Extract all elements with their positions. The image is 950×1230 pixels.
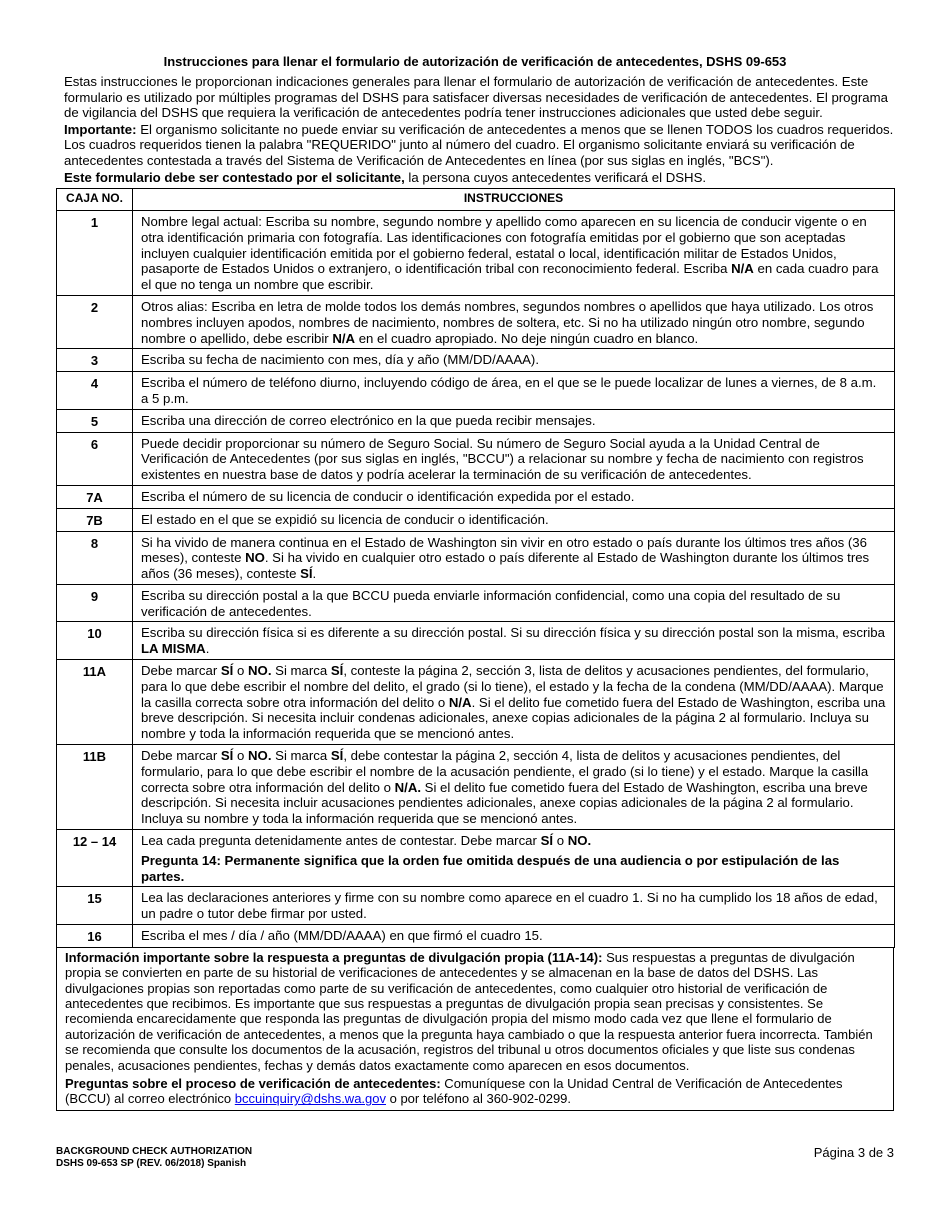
instruction-line <box>141 890 886 922</box>
box-number: 12 – 14 <box>57 830 133 887</box>
email-link[interactable]: bccuinquiry@dshs.wa.gov <box>234 1091 386 1107</box>
bold-segment: SÍ <box>330 748 344 764</box>
important-text: El organismo solicitante no puede enviar su verificación de antecedentes a menos que se llenen TODOS los cuadros requeridos. Los cuadros requeridos tienen la palabra "REQUERIDO" junto al número del cuadro. El organismo solicitante enviará su verificación de antecedentes contestada a través del Sistema de Verificación de Antecedentes en línea (por sus siglas en inglés, "BCS"). <box>64 121 894 168</box>
table-row <box>57 660 895 745</box>
box-number: 3 <box>57 349 133 372</box>
instruction-text <box>133 830 895 887</box>
text-segment: Debe marcar <box>141 748 221 764</box>
text-segment: Escriba una dirección de correo electrónico en la que pueda recibir mensajes. <box>141 412 596 428</box>
instruction-text <box>133 925 895 948</box>
box-number: 9 <box>57 584 133 622</box>
self-disclosure-label: Información importante sobre la respuesta a preguntas de divulgación propia (11A-14): <box>65 949 603 965</box>
questions-text: Comuníquese con la Unidad Central de Verificación de Antecedentes (BCCU) al correo electrónico <box>65 1076 843 1107</box>
box-number: 11A <box>57 660 133 745</box>
table-row <box>57 531 895 584</box>
text-segment: Escriba el número de teléfono diurno, incluyendo código de área, en el que se le puede localizar de lunes a viernes, de 8 a.m. a 5 p.m. <box>141 375 877 406</box>
instruction-line <box>141 928 886 944</box>
table-row <box>57 432 895 485</box>
text-segment: Escriba su dirección postal a la que BCCU pueda enviarle información confidencial, como una copia del resultado de su verificación de antecedentes. <box>141 587 841 619</box>
bold-segment: N/A <box>332 330 356 346</box>
bold-segment: NO. <box>248 748 272 764</box>
instruction-line <box>141 535 886 582</box>
notes-box <box>56 948 894 1111</box>
instruction-text <box>133 622 895 660</box>
table-row <box>57 925 895 948</box>
text-segment: Si marca <box>271 748 331 764</box>
box-number: 5 <box>57 409 133 432</box>
instruction-text <box>133 349 895 372</box>
instruction-text <box>133 660 895 745</box>
bold-segment: SÍ <box>330 663 344 679</box>
page-title: Instrucciones para llenar el formulario de autorización de verificación de antecedentes, DSHS 09-653 <box>163 54 787 69</box>
instruction-text <box>133 531 895 584</box>
box-number: 11B <box>57 745 133 830</box>
bold-segment: N/A <box>731 261 754 277</box>
text-segment: Debe marcar <box>141 663 221 679</box>
questions-label: Preguntas sobre el proceso de verificación de antecedentes: <box>65 1076 441 1092</box>
instruction-line <box>141 489 886 505</box>
bold-segment: SÍ <box>300 566 313 582</box>
self-disclosure-text: Sus respuestas a preguntas de divulgación propia se convierten en parte de su historial de verificaciones de antecedentes y se almacenan en la base de datos del DSHS. Las divulgaciones propias son reportadas como parte de su verificación de antecedentes, como cualquier otro historial de verificación de antecedentes que recibimos. Es importante que sus respuestas a preguntas de divulgación propia sean precisas y consistentes. Se recomienda encarecidamente que responda las preguntas de divulgación propia del mismo modo cada vez que llene el formulario de autorización de verificación de antecedentes, a menos que la pregunta haya cambiado o que la respuesta anterior fuera incorrecta. También se recomienda que consulte los documentos de la acusación, registros del tribunal u otros documentos oficiales y que liste sus condenas penales, acusaciones pendientes, fechas y demás datos exactamente como aparecen en esos documentos. <box>65 949 873 1073</box>
instruction-text <box>133 584 895 622</box>
page-footer <box>56 1146 894 1170</box>
text-segment: Si marca <box>271 663 331 679</box>
table-row <box>57 349 895 372</box>
text-segment: Si ha vivido de manera continua en el Estado de Washington sin vivir en otro estado o país durante los últimos tres años (36 meses), conteste <box>141 534 867 566</box>
page-number: Página 3 de 3 <box>813 1145 894 1160</box>
instruction-line <box>141 299 886 346</box>
instruction-line <box>141 512 886 528</box>
column-header-box: CAJA NO. <box>57 189 133 211</box>
box-number: 7A <box>57 485 133 508</box>
instruction-text <box>133 372 895 410</box>
bold-segment: SÍ <box>220 748 234 764</box>
instruction-text <box>133 485 895 508</box>
bold-segment: N/A. <box>394 779 421 795</box>
bold-segment: SÍ <box>220 663 234 679</box>
important-label: Importante: <box>64 121 137 137</box>
text-segment: o <box>233 663 249 679</box>
text-segment: , debe contestar la página 2, sección 4, lista de delitos y acusaciones pendientes, del formulario, para lo que debe escribir el nombre de la acusación pendiente, el grado (si lo tiene) y el estado. Marque la casilla correcta sobre otra información del delito o <box>141 748 869 795</box>
instruction-line <box>141 833 886 849</box>
bold-segment: SÍ <box>540 833 554 849</box>
instruction-line <box>141 748 886 827</box>
instruction-text <box>133 295 895 348</box>
box-number: 4 <box>57 372 133 410</box>
instruction-line <box>141 352 886 368</box>
text-segment: , conteste la página 2, sección 3, lista de delitos y acusaciones pendientes, del formulario, para lo que debe escribir el nombre del delito, el grado (si lo tiene), el estado y la fecha de la condena (MM/DD/AAAA). Marque la casilla correcta sobre otra información del delito o <box>141 663 884 710</box>
instruction-line <box>141 375 886 407</box>
instruction-text <box>133 745 895 830</box>
text-segment: El estado en el que se expidió su licencia de conducir o identificación. <box>141 511 549 527</box>
instruction-line <box>141 436 886 483</box>
table-row <box>57 745 895 830</box>
bold-segment: N/A <box>448 694 472 710</box>
text-segment: Escriba el número de su licencia de conducir o identificación expedida por el estado. <box>141 488 635 504</box>
applicant-paragraph <box>64 170 894 186</box>
bold-segment: LA MISMA <box>141 641 206 657</box>
instruction-text <box>133 210 895 295</box>
text-segment: Escriba el mes / día / año (MM/DD/AAAA) en que firmó el cuadro 15. <box>141 928 543 944</box>
form-number: DSHS 09-653 SP (REV. 06/2018) Spanish <box>56 1158 247 1169</box>
instructions-page <box>56 54 894 1111</box>
box-number: 6 <box>57 432 133 485</box>
bold-segment: NO <box>245 550 265 566</box>
table-row <box>57 622 895 660</box>
box-number: 1 <box>57 210 133 295</box>
instruction-line <box>141 588 886 620</box>
text-segment: Otros alias: Escriba en letra de molde todos los demás nombres, segundos nombres o apellidos que haya utilizado. Los otros nombres incluyen apodos, nombres de nacimiento, nombres de soltera, etc. Si no ha utilizado ningún otro nombre, segundo nombre o apellido, debe escribir <box>141 298 874 346</box>
instruction-line <box>141 625 886 657</box>
questions-note <box>65 1076 887 1107</box>
table-header-row <box>57 189 895 211</box>
table-row <box>57 409 895 432</box>
table-row <box>57 210 895 295</box>
box-number: 2 <box>57 295 133 348</box>
text-segment: Lea cada pregunta detenidamente antes de contestar. Debe marcar <box>141 833 541 849</box>
important-paragraph <box>64 122 894 169</box>
text-segment: Nombre legal actual: Escriba su nombre, segundo nombre y apellido como aparecen en su licencia de conducir vigente o en otra identificación primaria con fotografía. Las identificaciones con fotografía emitidas por el gobierno que son aceptadas incluyen cualquier identificación emitida por el gobierno federal, estatal o local, identificación militar de Estados Unidos, pasaporte de Estados Unidos o extranjero, o identificación tribal con reconocimiento federal. Escriba <box>141 213 867 277</box>
text-segment: . Si ha vivido en cualquier otro estado o país diferente al Estado de Washington durante los últimos tres años (36 meses), conteste <box>141 550 870 582</box>
text-segment: . <box>312 566 317 582</box>
column-header-instructions: INSTRUCCIONES <box>133 189 895 211</box>
table-row <box>57 887 895 925</box>
table-row <box>57 372 895 410</box>
text-segment: . <box>205 641 210 657</box>
applicant-rest: la persona cuyos antecedentes verificará el DSHS. <box>404 169 707 185</box>
self-disclosure-note <box>65 950 887 1073</box>
text-segment: Escriba su dirección física si es diferente a su dirección postal. Si su dirección física y su dirección postal son la misma, escriba <box>141 625 885 641</box>
table-row <box>57 508 895 531</box>
text-segment: en cada cuadro para el que no tenga un nombre que escribir. <box>141 261 879 293</box>
box-number: 8 <box>57 531 133 584</box>
text-segment: en el cuadro apropiado. No deje ningún cuadro en blanco. <box>355 330 699 346</box>
table-row <box>57 295 895 348</box>
instructions-rows <box>57 210 895 947</box>
bold-segment: NO. <box>567 833 592 849</box>
text-segment: Si el delito fue cometido fuera del Estado de Washington, escriba una breve descripción. Si necesita incluir acusaciones pendientes adicionales, anexe copias adicionales de la página 2 al formulario. Incluya su nombre y toda la información requerida que se mencionó antes. <box>141 779 868 827</box>
instruction-subnote: Pregunta 14: Permanente significa que la orden fue omitida después de una audiencia o por estipulación de las partes. <box>141 852 840 884</box>
text-segment: Lea las declaraciones anteriores y firme con su nombre como aparece en el cuadro 1. Si no ha cumplido los 18 años de edad, un padre o tutor debe firmar por usted. <box>141 890 878 922</box>
instruction-line <box>141 663 886 742</box>
text-segment: . Si el delito fue cometido fuera del Estado de Washington, escriba una breve descripción. Si necesita incluir condenas adicionales, anexe copias adicionales de la página 2 al formulario. Incluya su nombre y toda la información requerida que se mencionó antes. <box>141 694 886 742</box>
instructions-table <box>56 188 895 948</box>
table-row <box>57 584 895 622</box>
box-number: 10 <box>57 622 133 660</box>
bold-segment: NO. <box>248 663 272 679</box>
instruction-line <box>141 214 886 293</box>
text-segment: Escriba su fecha de nacimiento con mes, día y año (MM/DD/AAAA). <box>141 352 539 368</box>
instruction-text <box>133 508 895 531</box>
table-row <box>57 830 895 887</box>
instruction-text <box>133 409 895 432</box>
text-segment: o <box>553 833 568 849</box>
form-name: BACKGROUND CHECK AUTHORIZATION <box>56 1146 253 1157</box>
table-row <box>57 485 895 508</box>
box-number: 7B <box>57 508 133 531</box>
instruction-text <box>133 432 895 485</box>
instruction-line <box>141 413 886 429</box>
intro-paragraph: Estas instrucciones le proporcionan indicaciones generales para llenar el formulario de autorización de verificación de antecedentes. Este formulario es utilizado por múltiples programas del DSHS para satisfacer diversas necesidades de verificación de antecedentes. El programa de vigilancia del DSHS que requiera la verificación de antecedentes podría tener instrucciones adicionales que usted debe seguir. <box>64 74 888 121</box>
text-segment: Puede decidir proporcionar su número de Seguro Social. Su número de Seguro Social ayuda a la Unidad Central de Verificación de Antecedentes (por sus siglas en inglés, "BCCU") a relacionar su nombre y fecha de nacimiento con registros existentes en nuestra base de datos y podría acelerar la terminación de su verificación de antecedentes. <box>141 435 864 483</box>
box-number: 16 <box>57 925 133 948</box>
questions-tail: o por teléfono al 360-902-0299. <box>386 1091 572 1107</box>
applicant-bold: Este formulario debe ser contestado por el solicitante, <box>64 169 405 185</box>
box-number: 15 <box>57 887 133 925</box>
text-segment: o <box>233 748 249 764</box>
instruction-text <box>133 887 895 925</box>
